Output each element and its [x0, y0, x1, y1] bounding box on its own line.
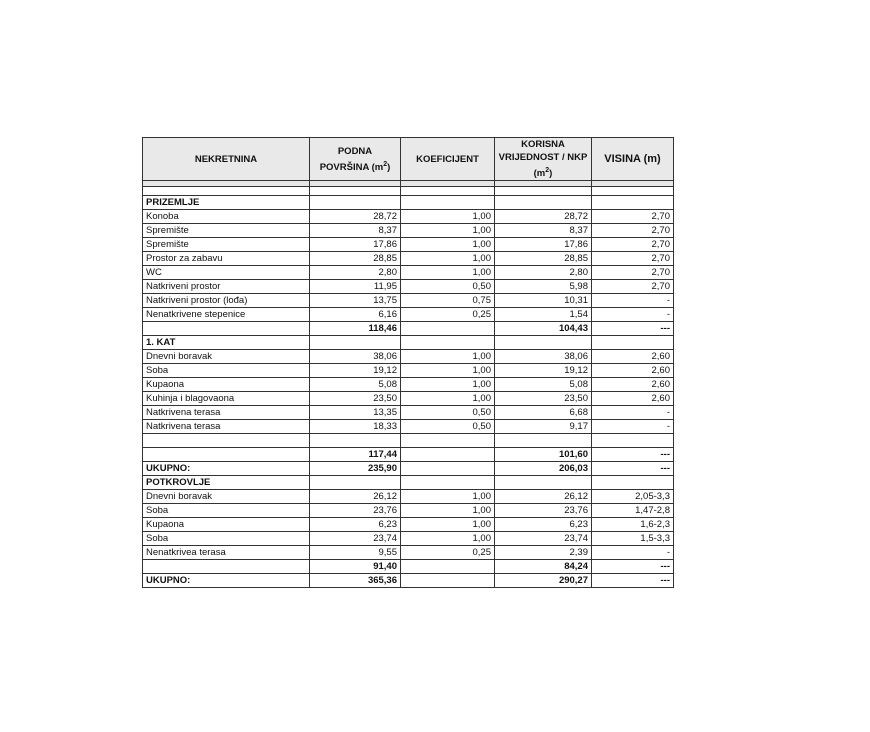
room-height: -: [592, 546, 674, 560]
floor-area: 23,74: [310, 532, 401, 546]
empty-cell: [310, 434, 401, 448]
total-area: 235,90: [310, 462, 401, 476]
header-korisna-vrijednost: KORISNA VRIJEDNOST / NKP $(m^2)$: [495, 138, 592, 181]
room-name: Nenatkrivene stepenice: [143, 308, 310, 322]
room-height: 2,70: [592, 266, 674, 280]
section-title: PRIZEMLJE: [143, 196, 310, 210]
coefficient: 1,00: [401, 490, 495, 504]
room-height: 2,70: [592, 280, 674, 294]
section-title: 1. KAT: [143, 336, 310, 350]
useful-value: 38,06: [495, 350, 592, 364]
table-row: [143, 406, 674, 420]
empty-cell: [143, 322, 310, 336]
empty-cell: [401, 560, 495, 574]
total-area: 365,36: [310, 574, 401, 588]
room-name: Konoba: [143, 210, 310, 224]
total-useful: 290,27: [495, 574, 592, 588]
coefficient: 1,00: [401, 224, 495, 238]
total-useful: 206,03: [495, 462, 592, 476]
table-row: [143, 518, 674, 532]
room-height: -: [592, 420, 674, 434]
table-row: [143, 266, 674, 280]
empty-cell: [143, 448, 310, 462]
subtotal-useful: 101,60: [495, 448, 592, 462]
empty-cell: [495, 196, 592, 210]
coefficient: 1,00: [401, 532, 495, 546]
room-height: 2,70: [592, 238, 674, 252]
empty-cell: [143, 434, 310, 448]
table-row: [143, 392, 674, 406]
floor-area: 38,06: [310, 350, 401, 364]
table-row: [143, 252, 674, 266]
subtotal-row: [143, 322, 674, 336]
useful-value: 9,17: [495, 420, 592, 434]
subtotal-area: 118,46: [310, 322, 401, 336]
empty-cell: [495, 476, 592, 490]
floor-area: 13,75: [310, 294, 401, 308]
table-row: [143, 280, 674, 294]
room-name: Soba: [143, 532, 310, 546]
useful-value: 19,12: [495, 364, 592, 378]
useful-value: 5,98: [495, 280, 592, 294]
table-row: [143, 504, 674, 518]
subtotal-height: ---: [592, 448, 674, 462]
floor-area: 6,23: [310, 518, 401, 532]
coefficient: 0,50: [401, 280, 495, 294]
coefficient: 1,00: [401, 252, 495, 266]
floor-area: 26,12: [310, 490, 401, 504]
floor-area: 6,16: [310, 308, 401, 322]
useful-value: 6,68: [495, 406, 592, 420]
total-height: ---: [592, 574, 674, 588]
room-name: Soba: [143, 504, 310, 518]
useful-value: 6,23: [495, 518, 592, 532]
table-row: [143, 308, 674, 322]
useful-value: 23,50: [495, 392, 592, 406]
coefficient: 1,00: [401, 518, 495, 532]
coefficient: 1,00: [401, 238, 495, 252]
empty-cell: [401, 476, 495, 490]
floor-area: 17,86: [310, 238, 401, 252]
total-label: UKUPNO:: [143, 574, 310, 588]
room-name: Natkriveni prostor: [143, 280, 310, 294]
subtotal-useful: 84,24: [495, 560, 592, 574]
room-name: Prostor za zabavu: [143, 252, 310, 266]
room-height: -: [592, 294, 674, 308]
section-title: POTKROVLJE: [143, 476, 310, 490]
coefficient: 0,50: [401, 406, 495, 420]
room-height: 1,5-3,3: [592, 532, 674, 546]
empty-cell: [143, 560, 310, 574]
room-height: 2,70: [592, 252, 674, 266]
room-name: Dnevni boravak: [143, 490, 310, 504]
coefficient: 0,75: [401, 294, 495, 308]
area-table: [142, 137, 674, 588]
empty-cell: [495, 434, 592, 448]
coefficient: 0,25: [401, 546, 495, 560]
header-visina: VISINA (m): [592, 138, 674, 181]
useful-value: 2,39: [495, 546, 592, 560]
coefficient: 1,00: [401, 378, 495, 392]
subtotal-area: 117,44: [310, 448, 401, 462]
empty-cell: [592, 476, 674, 490]
header-podna-povrsina: PODNA POVRŠINA $(m^2)$: [310, 138, 401, 181]
room-height: 2,60: [592, 350, 674, 364]
room-height: 2,60: [592, 364, 674, 378]
empty-cell: [592, 196, 674, 210]
room-name: Kuhinja i blagovaona: [143, 392, 310, 406]
floor-area: 13,35: [310, 406, 401, 420]
room-name: Natkrivena terasa: [143, 420, 310, 434]
floor-area: 18,33: [310, 420, 401, 434]
useful-value: 17,86: [495, 238, 592, 252]
useful-value: 23,74: [495, 532, 592, 546]
useful-value: 26,12: [495, 490, 592, 504]
floor-area: 23,50: [310, 392, 401, 406]
empty-cell: [310, 196, 401, 210]
empty-cell: [401, 336, 495, 350]
floor-area: 28,85: [310, 252, 401, 266]
empty-cell: [495, 336, 592, 350]
header-nekretnina: NEKRETNINA: [143, 138, 310, 181]
useful-value: 8,37: [495, 224, 592, 238]
total-row: [143, 462, 674, 476]
useful-value: 5,08: [495, 378, 592, 392]
useful-value: 10,31: [495, 294, 592, 308]
room-height: 2,05-3,3: [592, 490, 674, 504]
header-koeficijent: KOEFICIJENT: [401, 138, 495, 181]
room-height: 2,70: [592, 210, 674, 224]
coefficient: 1,00: [401, 350, 495, 364]
useful-value: 28,85: [495, 252, 592, 266]
section-title-row: [143, 336, 674, 350]
section-title-row: [143, 196, 674, 210]
room-name: Spremište: [143, 224, 310, 238]
subtotal-height: ---: [592, 560, 674, 574]
useful-value: 2,80: [495, 266, 592, 280]
table-row: [143, 238, 674, 252]
empty-cell: [401, 574, 495, 588]
useful-value: 28,72: [495, 210, 592, 224]
floor-area: 5,08: [310, 378, 401, 392]
empty-cell: [310, 476, 401, 490]
subtotal-row: [143, 560, 674, 574]
table-row: [143, 532, 674, 546]
empty-cell: [310, 336, 401, 350]
coefficient: 0,25: [401, 308, 495, 322]
room-name: Natkriveni prostor (lođa): [143, 294, 310, 308]
empty-cell: [592, 434, 674, 448]
room-name: Kupaona: [143, 518, 310, 532]
room-height: 1,47-2,8: [592, 504, 674, 518]
floor-area: 28,72: [310, 210, 401, 224]
total-label: UKUPNO:: [143, 462, 310, 476]
useful-value: 1,54: [495, 308, 592, 322]
table-row: [143, 294, 674, 308]
total-height: ---: [592, 462, 674, 476]
total-row: [143, 574, 674, 588]
room-name: Soba: [143, 364, 310, 378]
room-height: -: [592, 308, 674, 322]
floor-area: 23,76: [310, 504, 401, 518]
subtotal-height: ---: [592, 322, 674, 336]
floor-area: 8,37: [310, 224, 401, 238]
table-row: [143, 378, 674, 392]
section-title-row: [143, 476, 674, 490]
table-row: [143, 546, 674, 560]
room-name: WC: [143, 266, 310, 280]
table-row: [143, 490, 674, 504]
coefficient: 1,00: [401, 210, 495, 224]
room-name: Kupaona: [143, 378, 310, 392]
coefficient: 0,50: [401, 420, 495, 434]
subtotal-row: [143, 448, 674, 462]
coefficient: 1,00: [401, 392, 495, 406]
empty-cell: [401, 462, 495, 476]
empty-cell: [401, 448, 495, 462]
table-row: [143, 224, 674, 238]
empty-cell: [401, 196, 495, 210]
room-height: 2,70: [592, 224, 674, 238]
table-row: [143, 364, 674, 378]
room-name: Dnevni boravak: [143, 350, 310, 364]
table-row: [143, 420, 674, 434]
useful-value: 23,76: [495, 504, 592, 518]
room-height: 2,60: [592, 392, 674, 406]
subtotal-area: 91,40: [310, 560, 401, 574]
table-row: [143, 210, 674, 224]
room-name: Nenatkrivea terasa: [143, 546, 310, 560]
floor-area: 2,80: [310, 266, 401, 280]
empty-row: [143, 434, 674, 448]
table-row: [143, 350, 674, 364]
coefficient: 1,00: [401, 504, 495, 518]
coefficient: 1,00: [401, 364, 495, 378]
room-height: 2,60: [592, 378, 674, 392]
floor-area: 9,55: [310, 546, 401, 560]
empty-cell: [592, 336, 674, 350]
floor-area: 19,12: [310, 364, 401, 378]
empty-cell: [401, 434, 495, 448]
subtotal-useful: 104,43: [495, 322, 592, 336]
room-name: Spremište: [143, 238, 310, 252]
floor-area: 11,95: [310, 280, 401, 294]
room-name: Natkrivena terasa: [143, 406, 310, 420]
room-height: 1,6-2,3: [592, 518, 674, 532]
room-height: -: [592, 406, 674, 420]
empty-cell: [401, 322, 495, 336]
coefficient: 1,00: [401, 266, 495, 280]
